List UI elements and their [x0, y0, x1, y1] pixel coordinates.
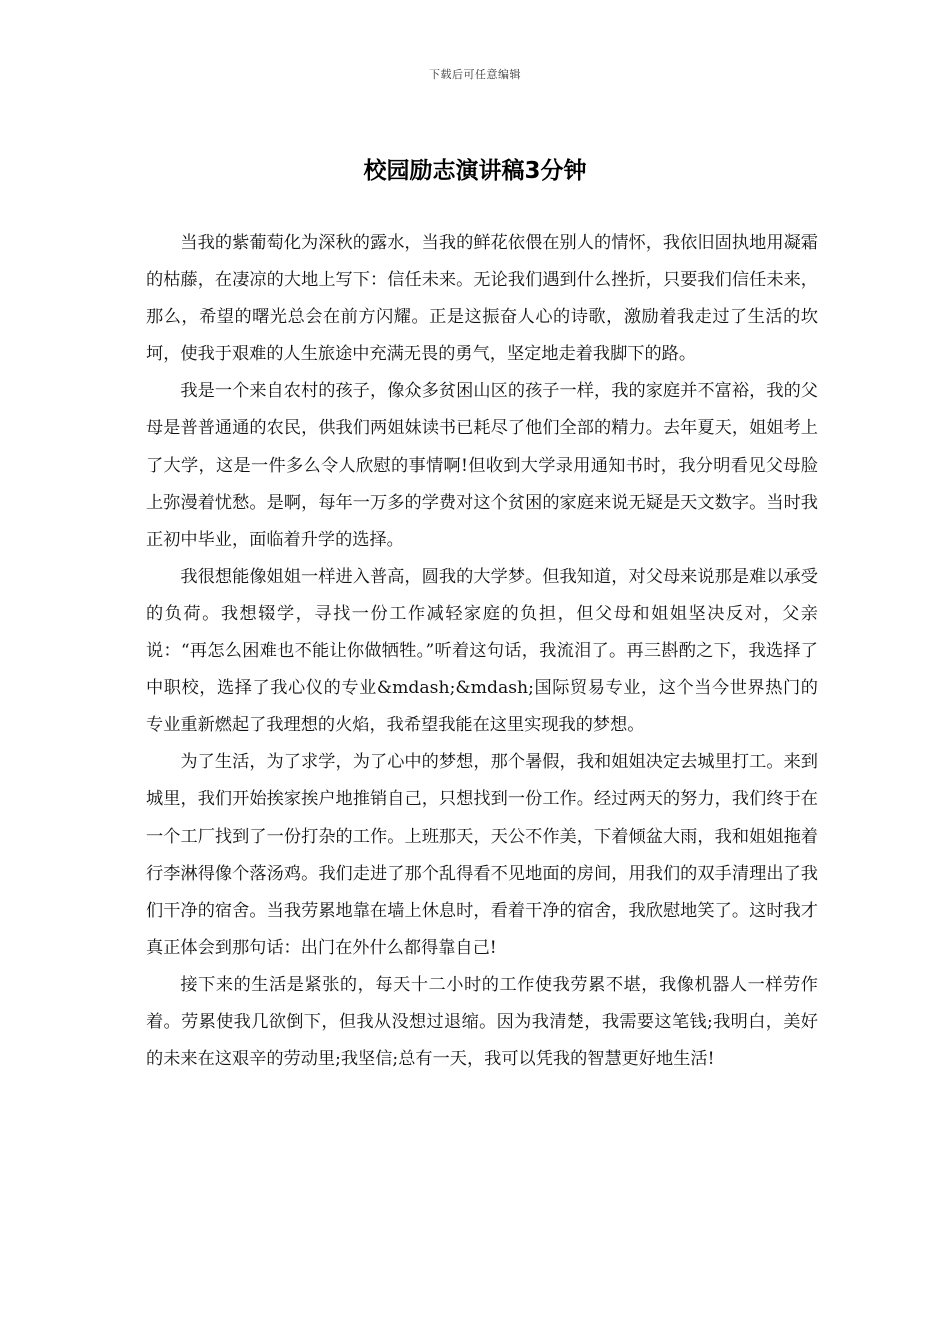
paragraph: 我是一个来自农村的孩子，像众多贫困山区的孩子一样，我的家庭并不富裕，我的父母是普普通通的农民，供我们两姐妹读书已耗尽了他们全部的精力。去年夏天，姐姐考上了大学，这是一件多么令人欣慰的事情啊!但收到大学录用通知书时，我分明看见父母脸上弥漫着忧愁。是啊，每年一万多的学费对这个贫困的家庭来说无疑是天文数字。当时我正初中毕业，面临着升学的选择。 [146, 381, 818, 550]
header-note: 下载后可任意编辑 [429, 68, 521, 81]
paragraph: 为了生活，为了求学，为了心中的梦想，那个暑假，我和姐姐决定去城里打工。来到城里，我们开始挨家挨户地推销自己，只想找到一份工作。经过两天的努力，我们终于在一个工厂找到了一份打杂的工作。上班那天，天公不作美，下着倾盆大雨，我和姐姐拖着行李淋得像个落汤鸡。我们走进了那个乱得看不见地面的房间，用我们的双手清理出了我们干净的宿舍。当我劳累地靠在墙上休息时，看着干净的宿舍，我欣慰地笑了。这时我才真正体会到那句话：出门在外什么都得靠自己! [146, 752, 818, 958]
paragraph: 当我的紫葡萄化为深秋的露水，当我的鲜花依偎在别人的情怀，我依旧固执地用凝霜的枯藤，在凄凉的大地上写下：信任未来。无论我们遇到什么挫折，只要我们信任未来，那么，希望的曙光总会在前方闪耀。正是这振奋人心的诗歌，激励着我走过了生活的坎坷，使我于艰难的人生旅途中充满无畏的勇气，坚定地走着我脚下的路。 [146, 233, 818, 365]
paragraph: 接下来的生活是紧张的，每天十二小时的工作使我劳累不堪，我像机器人一样劳作着。劳累使我几欲倒下，但我从没想过退缩。因为我清楚，我需要这笔钱;我明白，美好的未来在这艰辛的劳动里;我坚信;总有一天，我可以凭我的智慧更好地生活! [146, 974, 818, 1070]
document-body [146, 225, 818, 1078]
paragraph: 我很想能像姐姐一样进入普高，圆我的大学梦。但我知道，对父母来说那是难以承受的负荷。我想辍学，寻找一份工作减轻家庭的负担，但父母和姐姐坚决反对，父亲说：“再怎么困难也不能让你做牺牲。”听着这句话，我流泪了。再三斟酌之下，我选择了中职校，选择了我心仪的专业&mdash;&mdash;国际贸易专业，这个当今世界热门的专业重新燃起了我理想的火焰，我希望我能在这里实现我的梦想。 [146, 566, 818, 736]
page-title: 校园励志演讲稿3分钟 [363, 158, 587, 184]
